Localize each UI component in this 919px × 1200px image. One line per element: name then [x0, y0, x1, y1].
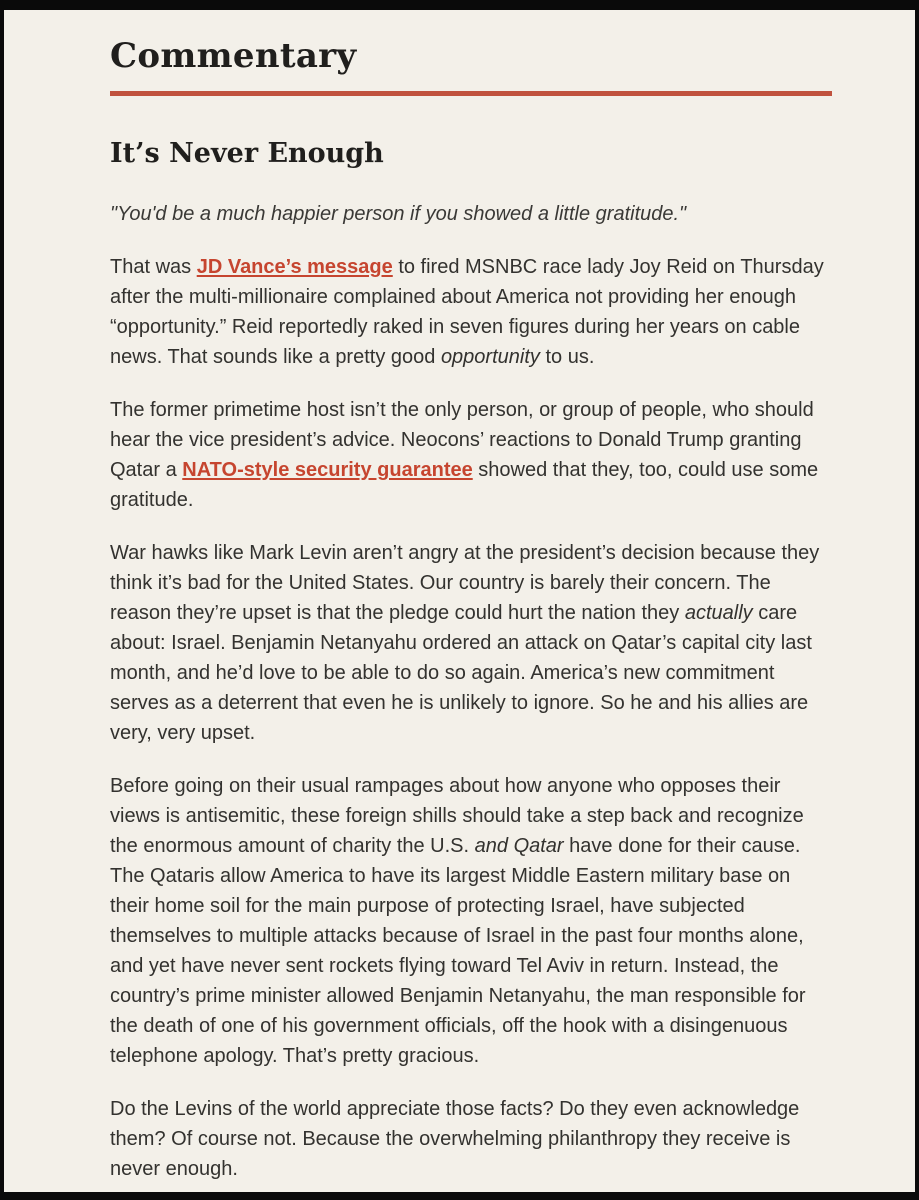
inline-link[interactable]: NATO-style security guarantee: [182, 459, 473, 481]
text-run: showed that they, too, could use some gratitude.: [110, 459, 819, 511]
text-run: to us.: [539, 346, 595, 368]
pull-quote: "You'd be a much happier person if you showed a little gratitude.": [110, 203, 687, 225]
text-run: War hawks like Mark Levin aren’t angry at the president’s decision because they think it’s bad for the United States. Our country is barely their concern. The reason they’re upset is that the pledge could hurt the nation they: [110, 542, 820, 624]
paragraph: [110, 395, 832, 515]
text-run: That was: [110, 256, 197, 278]
article-content: [110, 10, 832, 1184]
text-run: Do the Levins of the world appreciate those facts? Do they even acknowledge them? Of course not. Because the overwhelming philanthropy they receive is never enough.: [110, 1098, 800, 1180]
text-run: and Qatar: [474, 835, 564, 857]
article-title: It’s Never Enough: [110, 138, 384, 169]
text-run: have done for their cause. The Qataris allow America to have its largest Middle Eastern military base on their home soil for the main purpose of protecting Israel, have subjected themselves to multiple attacks because of Israel in the past four months alone, and yet have never sent rockets flying toward Tel Aviv in return. Instead, the country’s prime minister allowed Benjamin Netanyahu, the man responsible for the death of one of his government officials, off the hook with a disingenuous telephone apology. That’s pretty gracious.: [110, 835, 806, 1067]
page-header: [110, 34, 832, 96]
text-run: Before going on their usual rampages about how anyone who opposes their views is antisemitic, these foreign shills should take a step back and recognize the enormous amount of charity the U.S.: [110, 775, 804, 857]
text-run: opportunity: [440, 346, 540, 368]
text-run: The former primetime host isn’t the only person, or group of people, who should hear the vice president’s advice. Neocons’ reactions to Donald Trump granting Qatar a: [110, 399, 814, 481]
text-run: to fired MSNBC race lady Joy Reid on Thursday after the multi-millionaire complained about America not providing her enough “opportunity.” Reid reportedly raked in seven figures during her years on cable news. That sounds like a pretty good: [110, 256, 824, 368]
paragraph: [110, 1094, 832, 1184]
paragraph: [110, 771, 832, 1071]
inline-link[interactable]: JD Vance’s message: [196, 256, 393, 278]
text-run: care about: Israel. Benjamin Netanyahu ordered an attack on Qatar’s capital city last month, and he’d love to be able to do so again. America’s new commitment serves as a deterrent that even he is unlikely to ignore. So he and his allies are very, very upset.: [110, 602, 812, 744]
section-rule: [110, 91, 832, 96]
paragraph: [110, 538, 832, 748]
section-kicker: Commentary: [110, 36, 357, 76]
paragraph: [110, 252, 832, 372]
article-page: [4, 10, 915, 1192]
text-run: actually: [684, 602, 753, 624]
article-body: [110, 136, 832, 1184]
